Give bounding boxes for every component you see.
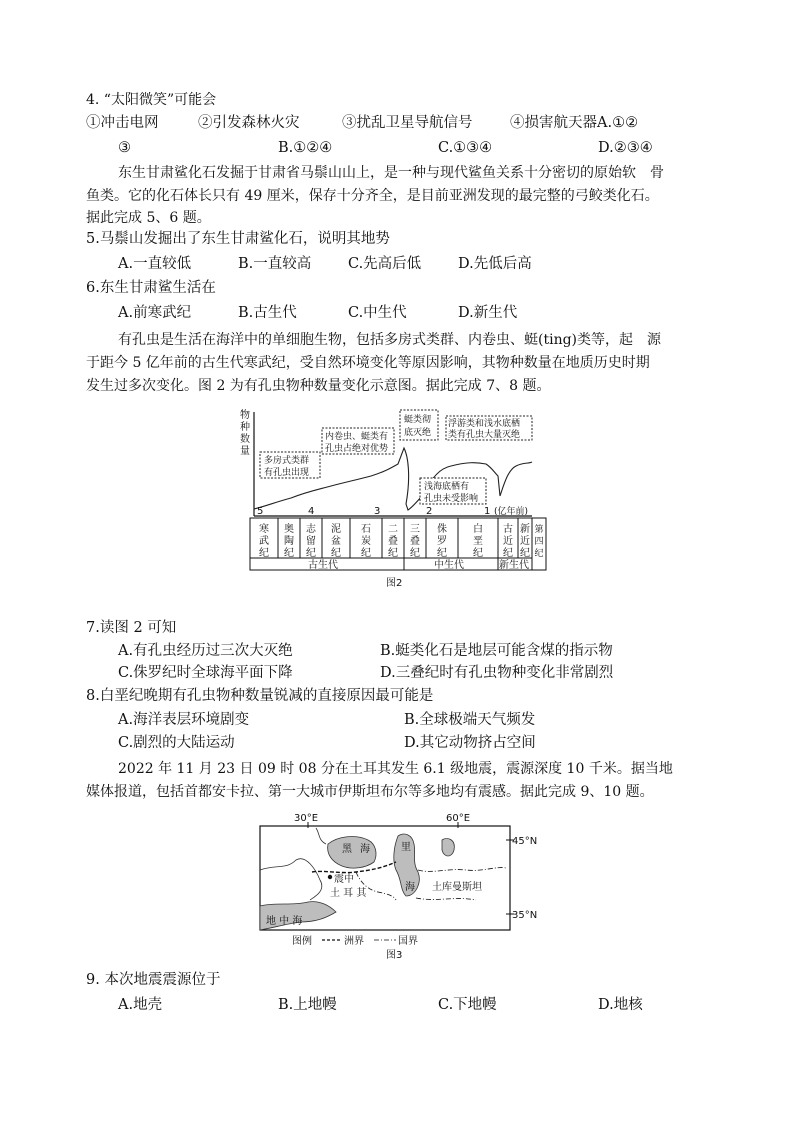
annotation-text: 孔虫未受影响 [424, 494, 479, 504]
turkmenistan-label: 土库曼斯坦 [432, 882, 482, 893]
q7-option-d: D.三叠纪时有孔虫物种变化非常剧烈 [380, 665, 614, 681]
ylabel-char: 物 [240, 410, 250, 421]
passage-910-line-1: 2022 年 11 月 23 日 09 时 08 分在土耳其发生 6.1 级地震，震源深度 10 千米。据当地 [118, 761, 673, 777]
epicenter-label: 震中 [334, 874, 354, 885]
q7-stem: 7.读图 2 可知 [86, 620, 177, 636]
period-label: 新近纪 [520, 524, 530, 559]
q5-option-c: C.先高后低 [348, 256, 422, 272]
annotation-text: 浮游类和浅水底栖 [448, 419, 521, 429]
ylabel-char: 种 [240, 422, 250, 433]
q7-option-b: B.蜓类化石是地层可能含煤的指示物 [380, 643, 613, 659]
era-label: 古生代 [308, 560, 338, 571]
black-sea-label: 海 [360, 844, 370, 855]
q5-stem: 5.马鬃山发掘出了东生甘肃鲨化石，说明其地势 [86, 231, 390, 247]
passage-910-line-2: 媒体报道，包括首都安卡拉、第一大城市伊斯坦布尔等多地均有震感。据此完成 9、10 题。 [86, 784, 654, 800]
latitude-label: 45°N [512, 836, 538, 847]
era-label: 新生代 [499, 560, 529, 571]
q8-option-c: C.剧烈的大陆运动 [118, 735, 235, 751]
q5-option-a: A.一直较低 [118, 256, 192, 272]
q4-option-c: C.①③④ [438, 140, 493, 156]
figure-2-caption: 图2 [386, 578, 403, 588]
annotation-text: 蜓类彻 [404, 415, 432, 425]
period-label: 二叠纪 [388, 524, 398, 559]
tick-label: 3 [374, 506, 381, 517]
q8-option-a: A.海洋表层环境剧变 [118, 712, 250, 728]
figure-2-foraminifera-diagram [236, 406, 548, 588]
legend-national-border: 国界 [398, 936, 418, 947]
q8-option-b: B.全球极端天气频发 [404, 712, 536, 728]
q9-option-d: D.地核 [598, 997, 643, 1013]
era-label: 中生代 [434, 560, 464, 571]
latitude-label: 35°N [512, 910, 538, 921]
q7-option-a: A.有孔虫经历过三次大灭绝 [118, 643, 293, 659]
annotation-text: 有孔虫出现 [264, 468, 310, 478]
period-label: 侏罗纪 [437, 524, 447, 559]
figure-3-caption: 图3 [386, 950, 403, 961]
period-label: 寒武纪 [259, 524, 269, 559]
q9-option-a: A.地壳 [118, 997, 163, 1013]
q4-option-d: D.②③④ [598, 140, 653, 156]
tick-label: 1 [484, 506, 491, 517]
caspian-sea-label: 海 [405, 882, 415, 893]
q6-stem: 6.东生甘肃鲨生活在 [86, 280, 216, 296]
passage-56-line-1: 东生甘肃鲨化石发掘于甘肃省马鬃山山上，是一种与现代鲨鱼关系十分密切的原始软 骨 [118, 165, 664, 181]
period-label: 石炭纪 [361, 524, 371, 559]
q9-option-b: B.上地幔 [278, 997, 337, 1013]
legend-title: 图例 [292, 936, 312, 947]
annotation-text: 多房式类群 [264, 456, 310, 466]
aral-sea-shape [442, 838, 454, 856]
q6-option-a: A.前寒武纪 [118, 305, 192, 321]
q7-option-c: C.侏罗纪时全球海平面下降 [118, 665, 293, 681]
passage-78-line-1: 有孔虫是生活在海洋中的单细胞生物，包括多房式类群、内卷虫、蜓(ting)类等，起 源 [118, 332, 662, 348]
annotation-text: 孔虫占绝对优势 [325, 444, 389, 454]
tick-label: 2 [426, 506, 433, 517]
ylabel-char: 数 [240, 434, 250, 445]
q6-option-c: C.中生代 [348, 305, 407, 321]
longitude-label: 60°E [446, 813, 471, 824]
black-sea-label: 黑 [342, 844, 352, 855]
tick-label: 5 [257, 506, 264, 517]
epicenter-marker [328, 875, 332, 879]
q4-stem: 4. “太阳微笑”可能会 [86, 92, 217, 108]
ylabel-char: 量 [240, 446, 250, 457]
turkey-label: 土 耳 其 [330, 888, 367, 899]
legend-continent-border: 洲界 [344, 936, 364, 947]
caspian-sea-label: 里 [401, 842, 411, 853]
period-label: 志留纪 [306, 524, 316, 559]
q6-option-d: D.新生代 [458, 305, 518, 321]
annotation-text: 类有孔虫大量灭绝 [448, 430, 521, 440]
tick-label: 4 [308, 506, 315, 517]
q9-option-c: C.下地幔 [438, 997, 497, 1013]
q4-option-b: B.①②④ [278, 140, 333, 156]
mediterranean-label: 地 中 海 [266, 916, 303, 927]
period-label: 第四纪 [534, 525, 544, 559]
passage-56-line-3: 据此完成 5、6 题。 [86, 210, 211, 226]
q4-item-2: ②引发森林火灾 [198, 115, 300, 131]
passage-56-line-2: 鱼类。它的化石体长只有 49 厘米，保存十分齐全，是目前亚洲发现的最完整的弓鲛类化石。 [86, 188, 659, 204]
x-unit-label: (亿年前) [494, 507, 529, 517]
annotation-text: 内卷虫、蜓类有 [325, 432, 389, 442]
q4-item-3: ③扰乱卫星导航信号 [342, 115, 473, 131]
q4-item-4: ④损害航天器A.①② [510, 115, 639, 131]
q9-stem: 9. 本次地震震源位于 [86, 972, 221, 988]
annotation-text: 底灭绝 [404, 428, 432, 438]
period-label: 奥陶纪 [284, 524, 294, 559]
period-label: 三叠纪 [410, 524, 420, 559]
period-label: 白垩纪 [473, 524, 483, 559]
q5-option-d: D.先低后高 [458, 256, 532, 272]
q8-stem: 8.白垩纪晚期有孔虫物种数量锐减的直接原因最可能是 [86, 688, 434, 704]
period-label: 泥盆纪 [331, 524, 341, 559]
passage-78-line-3: 发生过多次变化。图 2 为有孔虫物种数量变化示意图。据此完成 7、8 题。 [86, 378, 551, 394]
q8-option-d: D.其它动物挤占空间 [404, 735, 536, 751]
q4-option-a: ③ [118, 140, 131, 156]
longitude-label: 30°E [294, 813, 319, 824]
q4-item-1: ①冲击电网 [86, 115, 159, 131]
q5-option-b: B.一直较高 [238, 256, 312, 272]
passage-78-line-2: 于距今 5 亿年前的古生代寒武纪，受自然环境变化等原因影响，其物种数量在地质历史时期 [86, 355, 650, 371]
q6-option-b: B.古生代 [238, 305, 297, 321]
figure-3-map [256, 810, 546, 962]
period-label: 古近纪 [503, 524, 513, 559]
annotation-text: 浅海底栖有 [424, 482, 470, 492]
